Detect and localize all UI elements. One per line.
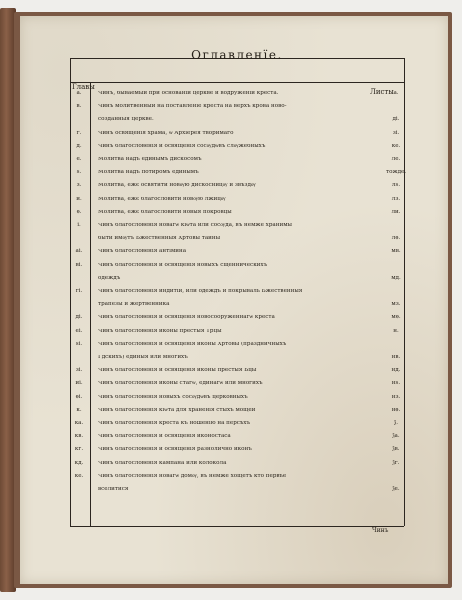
toc-entry (70, 474, 406, 484)
toc-title: Оглавленїе. (191, 48, 283, 62)
toc-entry-number: кг. (74, 446, 84, 453)
toc-entry-text: Чинъ благословенїя антїмина (98, 249, 187, 255)
toc-entry-number: зі. (75, 367, 83, 374)
toc-entry (70, 487, 406, 497)
toc-entry-text: Чинъ благословенїя новыхъ сосѹдѡвъ церковныхъ (98, 394, 248, 400)
toc-entry-leaf: лѕ. (391, 182, 401, 189)
toc-entry-text: Чинъ молитвенный на поставленїе креста на верхъ крова ново- (98, 104, 287, 110)
toc-entry-text: Молитва, ежє благословити новыя покровцы (98, 209, 232, 215)
toc-entry-leaf: лз. (391, 195, 401, 202)
toc-entry-number: ѳі. (75, 393, 83, 400)
toc-entry (70, 447, 406, 457)
toc-entry (70, 408, 406, 418)
toc-entry-text: Чинъ благословенїя и освященїя иконы Хртовы (праздничныхъ (98, 341, 287, 347)
toc-entry-text: созданныя церкве. (98, 117, 154, 123)
toc-entry-number: кд. (74, 459, 84, 466)
toc-entry-text: Чинъ благословенїя иконы стагѡ, единагѡ или многихъ (98, 381, 263, 387)
toc-entry (70, 461, 406, 471)
toc-entry (70, 170, 406, 180)
toc-entry-text: Чинъ благословенїя новагѡ домѹ, въ немже хощетъ кто первѣе (98, 473, 287, 479)
toc-entry-leaf: нѳ. (391, 406, 401, 413)
toc-entry-text: Чинъ благословенїя и освященїя сосѹдѡвъ слѹжебныхъ (98, 143, 266, 149)
toc-entry (70, 249, 406, 259)
toc-entry (70, 434, 406, 444)
toc-entry-leaf: н. (393, 327, 399, 334)
toc-entry-number: ді. (75, 314, 83, 321)
toc-entry-text: Чинъ благословенїя и освященїя разнолично иконъ (98, 447, 252, 453)
toc-entry-leaf: нв. (391, 354, 401, 360)
toc-entry-leaf: мд. (391, 274, 401, 281)
toc-entry-number: ѕ. (76, 169, 82, 176)
toc-entry-text: Молитва надъ единымъ дискосомъ (98, 157, 202, 162)
toc-entry (70, 104, 406, 114)
toc-entry (70, 368, 406, 378)
toc-entry-leaf: тожде. (386, 169, 407, 176)
toc-entry (70, 183, 406, 193)
toc-entry-text: Чинъ благословенїя иконы престыя Трцы (98, 328, 222, 334)
toc-entry-leaf: лѳ. (391, 235, 401, 242)
toc-entry (70, 302, 406, 312)
toc-entry (70, 236, 406, 246)
frame-bottom-rule (70, 526, 404, 527)
frame-title-rule (70, 82, 404, 83)
book-page (20, 16, 448, 584)
toc-entry (70, 223, 406, 233)
col-leaf-header: Листы (370, 88, 394, 96)
toc-entry-text: быти имѹтъ Бжественныя Хртовы тайны (98, 236, 221, 242)
toc-entry-text: Чинъ благословенїя кампана или колокола (98, 460, 227, 466)
toc-entry-text: одеждъ (98, 275, 121, 281)
toc-entry-leaf: ѯа. (392, 433, 400, 440)
toc-entry-text: Гдскихъ) единыя или многихъ (98, 355, 188, 360)
toc-entry (70, 144, 406, 154)
toc-entry-text: Чинъ благословенїя и освященїя новыхъ сщенническихъ (98, 262, 268, 268)
toc-entry (70, 197, 406, 207)
toc-entry-leaf: ке. (391, 142, 401, 149)
toc-entry-number: гі. (75, 288, 83, 294)
toc-entry-text: вселитися (98, 487, 129, 492)
toc-entry-number: к. (76, 406, 82, 413)
toc-entry-number: и. (76, 195, 82, 202)
toc-entry (70, 276, 406, 286)
toc-entry-leaf: ді. (392, 116, 400, 123)
toc-entry-leaf: а. (393, 90, 399, 96)
toc-entry (70, 157, 406, 167)
toc-entry (70, 329, 406, 339)
toc-entry-number: иі. (75, 380, 83, 387)
toc-entry (70, 131, 406, 141)
toc-entry-leaf: нз. (391, 393, 401, 400)
toc-entry-text: Молитва, ежє благословити новѹю лжицѹ (98, 196, 226, 202)
toc-entry-number: ві. (75, 261, 83, 268)
toc-entry-number: е. (76, 156, 82, 162)
toc-entry (70, 91, 406, 101)
toc-entry-text: Чинъ освященїя храма, ѿ Архїерея творимаго (98, 130, 234, 136)
toc-entry-text: Чинъ благословенїя и освященїя новосооруженнагѡ креста (98, 315, 275, 321)
toc-entry-text: Чинъ благословенїя креста къ ношенїю на персѣхъ (98, 421, 251, 426)
toc-entry-leaf: ѯв. (392, 446, 400, 453)
toc-entry-leaf: мз. (391, 301, 401, 308)
toc-entry-number: ѳ. (76, 208, 82, 215)
toc-entry-text: трапезы и жертвенника (98, 302, 170, 308)
toc-entry-leaf: ле. (391, 156, 401, 162)
toc-entry-leaf: ли. (391, 208, 401, 215)
toc-entry (70, 355, 406, 365)
toc-entry-number: ке. (74, 472, 84, 479)
toc-entry-number: ѕі. (75, 340, 83, 347)
toc-entry-text: Молитва, ежє освятити новѹю дискосницѹ и звѣздѹ (98, 183, 256, 189)
toc-entry-number: кв. (74, 433, 84, 440)
toc-entry (70, 421, 406, 431)
toc-entry-leaf: ѯг. (392, 459, 400, 466)
toc-entry-number: г. (76, 129, 82, 136)
toc-entry-number: д. (76, 142, 82, 149)
toc-entry-number: і. (77, 222, 81, 228)
toc-entry-text: Чинъ благословенїя индитїи, или одеждъ и покрываль Бжественныя (98, 289, 303, 294)
toc-entry-text: Чинъ благословенїя и освященїя иконы престыя Бцы (98, 368, 257, 374)
toc-entry-number: ка. (74, 420, 84, 426)
toc-entry-text: Чинъ благословенїя кїѡта для храненїя стыхъ мощей (98, 407, 256, 413)
toc-entry-number: з. (76, 182, 82, 189)
toc-entry (70, 263, 406, 273)
toc-entry-leaf: нд. (391, 367, 401, 374)
toc-entry-text: Чинъ, бываемый при основанїи церкве и водруженїи креста. (98, 91, 279, 96)
toc-entry (70, 342, 406, 352)
toc-entry-leaf: ѯ. (394, 420, 398, 426)
toc-entry-text: Чинъ благословенїя новагѡ кїѡта или сосѹда, въ немже хранимы (98, 223, 292, 228)
toc-entry (70, 289, 406, 299)
toc-entry (70, 395, 406, 405)
toc-entry-number: в. (76, 103, 82, 110)
catchword: Чинъ (372, 527, 389, 534)
toc-entry (70, 381, 406, 391)
toc-entry (70, 117, 406, 127)
toc-entry-leaf: ѯе. (392, 486, 400, 492)
toc-entry-number: аі. (75, 248, 83, 255)
toc-entry-text: Чинъ благословенїя и освященїя иконостаса (98, 434, 231, 440)
toc-entry-leaf: зі. (392, 129, 400, 136)
toc-entry-number: еі. (75, 327, 83, 334)
toc-entry (70, 210, 406, 220)
toc-entry-leaf: мѳ. (391, 314, 401, 321)
toc-entry-text: Молитва надъ потиромъ единымъ (98, 170, 199, 176)
col-chapter-header: Главы (72, 83, 95, 91)
toc-entry-leaf: нѕ. (391, 380, 401, 387)
toc-entry-number: а. (76, 90, 82, 96)
toc-entry (70, 315, 406, 325)
toc-entry-leaf: мв. (391, 248, 401, 255)
